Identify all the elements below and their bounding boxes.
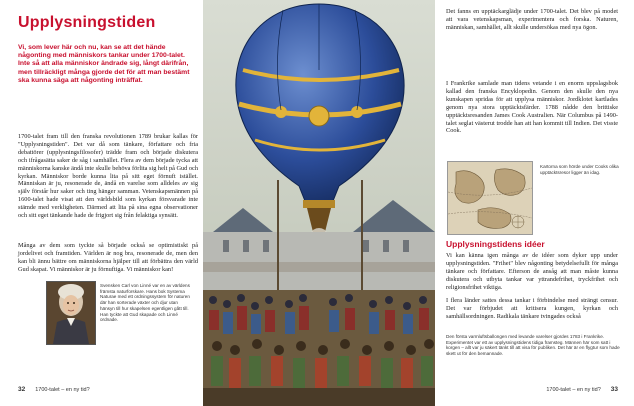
left-page (0, 0, 203, 406)
footer-left (18, 386, 90, 393)
cook-map-image (447, 161, 533, 235)
body-paragraph-1: 1700-talet fram till den franska revolutionen 1789 brukar kallas för "Upplysningstiden". Det var då som tänkare, författare och fria debattörer (upplysningsfilosofer) trädde fram och började diskutera och ifrågasätta saker de såg i samhället. Flera av dem började tycka att människorna kanske ändå inte skulle behöva förlita sig helt på Gud och kyrkan. Människor borde kunna lita på sitt eget förnuft istället. Människan är ju, resonerade de, ändå en varelse som alldeles av sig själv förstår hur saker och ting hänger samman. Vetenskapsmännen på 1600-talet hade visat att den världsbild som kyrkan försvarade inte stämde med verkligheten. Därmed att lita på sina egna observationer och sitt eget tänkande hade de frigjort sig från felaktiga synsätt. (18, 133, 198, 220)
running-title-right: 1700-talet – en ny tid? (546, 387, 601, 393)
page-number-left: 32 (18, 386, 26, 393)
right-paragraph-3: Vi kan känna igen många av de idéer som dyker upp under upplysningstiden. "Frihet" blev någonting betydelsefullt för många tänkare och författare. Efterson de ansåg att man måste kunna diskutera och utbyta tankar var yttrandefrihet, tryckfrihet och religionsfrihet viktiga. (446, 252, 618, 291)
page-number-right: 33 (610, 386, 618, 393)
right-paragraph-4: I flera länder sattes dessa tankar i förbindelse med strängt censur. Det var förbjudet att kritisera kungen, kyrkan och samhällsordningen. Radikala tänkare tvingades också (446, 297, 618, 320)
footer-right (546, 386, 618, 393)
balloon-illustration (203, 0, 435, 406)
section-heading: Upplysningstidens idéer (446, 239, 545, 249)
linne-portrait-image (46, 281, 96, 345)
map-caption: Kartorna som hörde under Cooks olika upptäcktsresor ligger än idag. (540, 164, 619, 175)
lede-paragraph: Vi, som lever här och nu, kan se att det hände någonting med människors tankar under 1700-talet. Inte så att alla människor ändrade sig, långt därifrån, men tillräckligt många gjorde det för att man bestämt ska kunna säga att någonting inträffat. (18, 44, 190, 84)
body-paragraph-2: Många av dem som tyckte så började också se optimistiskt på jordelivet och framtiden. Världen är nog bra, resonerade de, men den kan bli ännu bättre om människorna hjälper till att förbättra den värld Gud skapat. Vi människor är ju förnuftiga. Vi människor kan! (18, 242, 198, 273)
running-title-left: 1700-talet – en ny tid? (35, 387, 90, 393)
right-paragraph-1: Det fanns en upptäckarglädje under 1700-talet. Det blev på modet att vara vetenskapsman, experimentera och forska. Naturen, människan, samhället, allt skulle undersökas med nya ögon. (446, 8, 618, 31)
balloon-caption: Den första varmluftsballongen med levande varelser gjordes 1783 i Frankrike. Experimentet var ett av upplysningstidens tidiga framsteg. Männen här som satt i korgen – allt var ju säkert tänkt till att visa för publiken. Det här är en flygtur som hade skett ut för den bemannade. (446, 334, 620, 357)
portrait-caption: Svensken Carl von Linné var en av världens främsta naturforskare. Hans bok Systema Naturae med ett ordningssystem för naturen där han sorterade växter och djur utan hänsyn till hur skapelsen egentligen gått till. Han tyckte att Gud skapade och Linné ordnade. (100, 283, 190, 323)
right-paragraph-2: I Frankrike samlade man tidens vetande i en enorm uppslagsbok kallad den franska Encyklopedin. Genom den skulle den nya kunskapen spridas för att upplysa människor. Jordklotet kartlades genom nya stora upptäcktsfärder. 1788 nådde den brittiske upptäcktsresanden James Cook Australien. När Columbus på 1490-talet seglat västerut trodde han att han kommit till Indien. Det visste Cook. (446, 80, 618, 135)
page-title: Upplysningstiden (18, 14, 156, 31)
